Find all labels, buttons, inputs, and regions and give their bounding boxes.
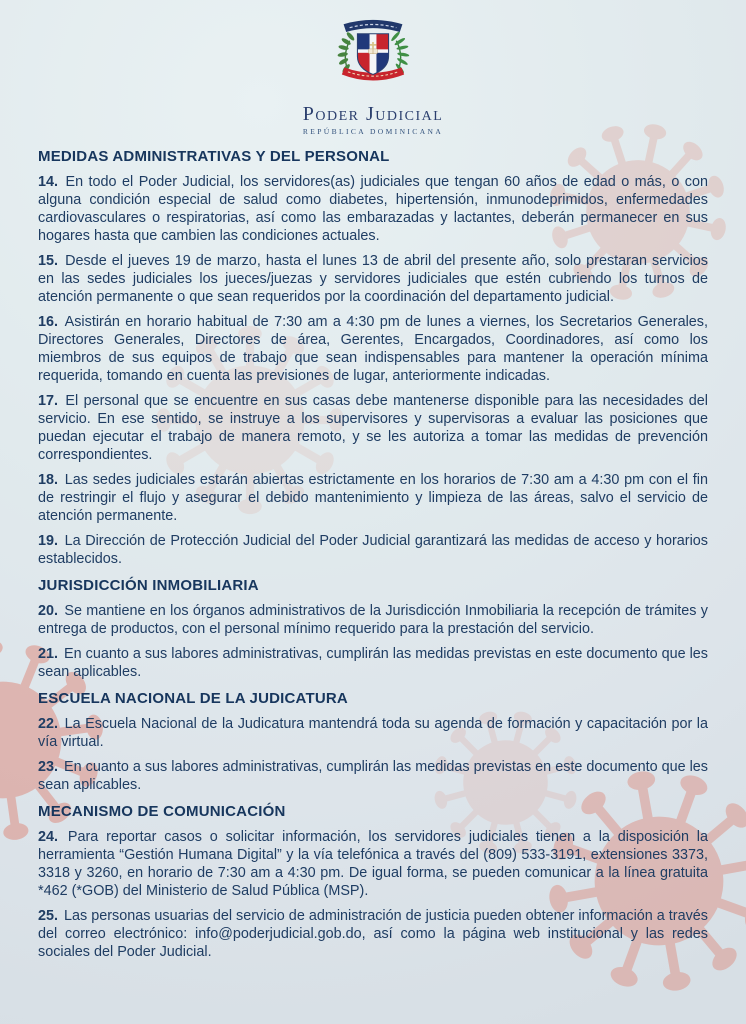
paragraph bbox=[38, 532, 708, 568]
paragraph bbox=[38, 602, 708, 638]
section-heading: MECANISMO DE COMUNICACIÓN bbox=[38, 803, 286, 820]
section-heading: JURISDICCIÓN INMOBILIARIA bbox=[38, 577, 259, 594]
paragraph-text: Para reportar casos o solicitar información, los servidores judiciales tienen a la disposición la herramienta “Gestión Humana Digital” y la vía telefónica a través del (809) 533-3191, extensiones 3373, 3318 y 3260, en horario de 7:30 am a 4:30 pm. De igual forma, se pueden comunicar a la línea gratuita *462 (*GOB) del Ministerio de Salud Pública (MSP). bbox=[38, 829, 708, 899]
paragraph bbox=[38, 828, 708, 900]
paragraph-text: En cuanto a sus labores administrativas, cumplirán las medidas previstas en este documento que les sean aplicables. bbox=[38, 759, 709, 793]
paragraph-text: Las personas usuarias del servicio de administración de justicia pueden obtener información a través del correo electrónico: info@poderjudicial.gob.do, así como la página web institucional y las redes sociales del Poder Judicial. bbox=[38, 908, 708, 960]
paragraph-number: 20. bbox=[38, 603, 59, 619]
paragraph-number: 23. bbox=[38, 759, 59, 775]
paragraph bbox=[38, 715, 708, 751]
section-heading: MEDIDAS ADMINISTRATIVAS Y DEL PERSONAL bbox=[38, 148, 390, 165]
paragraph-number: 19. bbox=[38, 533, 59, 549]
logo-wordmark: Poder Judicial bbox=[302, 103, 444, 125]
paragraph-text: Las sedes judiciales estarán abiertas estrictamente en los horarios de 7:30 am a 4:30 pm con el fin de restringir el flujo y asegurar el debido mantenimiento y limpieza de las áreas, salvo el servicio de atención permanente. bbox=[38, 472, 709, 524]
paragraph bbox=[38, 173, 708, 245]
paragraph-text: En cuanto a sus labores administrativas, cumplirán las medidas previstas en este documento que les sean aplicables. bbox=[38, 646, 709, 680]
paragraph-number: 15. bbox=[38, 253, 59, 269]
paragraph-number: 16. bbox=[38, 314, 59, 330]
paragraph-text: Asistirán en horario habitual de 7:30 am a 4:30 pm de lunes a viernes, los Secretarios Generales, Directores Generales, Directores de área, Gerentes, Encargados, Coordinadores, así como los miembros de sus equipos de trabajo que sean indispensables para mantener la operación mínima requerida, tomando en cuenta las previsiones de lugar, anteriormente indicadas. bbox=[38, 314, 708, 384]
logo-subtitle: REPÚBLICA DOMINICANA bbox=[302, 127, 444, 136]
paragraph-number: 14. bbox=[38, 174, 59, 190]
paragraph-text: Se mantiene en los órganos administrativos de la Jurisdicción Inmobiliaria la recepción de trámites y entrega de productos, con el personal mínimo requerido para la prestación del servicio. bbox=[38, 603, 708, 637]
paragraph-number: 17. bbox=[38, 393, 59, 409]
paragraph bbox=[38, 392, 708, 464]
section-escuela-judicatura bbox=[38, 690, 708, 794]
paragraph bbox=[38, 313, 708, 385]
paragraph bbox=[38, 471, 708, 525]
paragraph bbox=[38, 758, 708, 794]
section-mecanismo-comunicacion bbox=[38, 803, 708, 961]
paragraph-text: La Escuela Nacional de la Judicatura mantendrá toda su agenda de formación y capacitación por la vía virtual. bbox=[38, 716, 709, 750]
logo bbox=[38, 13, 708, 136]
paragraph bbox=[38, 907, 708, 961]
section-heading: ESCUELA NACIONAL DE LA JUDICATURA bbox=[38, 690, 348, 707]
paragraph-text: En todo el Poder Judicial, los servidores(as) judiciales que tengan 60 años de edad o más, o con alguna condición especial de salud como diabetes, hipertensión, inmunodeprimidos, enfermedades cardiovasculares o respiratorias, así como las embarazadas y lactantes, deberán permanecer en sus hogares hasta que cambien las condiciones actuales. bbox=[38, 174, 708, 244]
paragraph-text: La Dirección de Protección Judicial del Poder Judicial garantizará las medidas de acceso y horarios establecidos. bbox=[38, 533, 708, 567]
paragraph-number: 22. bbox=[38, 716, 59, 732]
paragraph bbox=[38, 252, 708, 306]
paragraph-text: El personal que se encuentre en sus casas debe mantenerse disponible para las necesidades del servicio. En ese sentido, se instruye a los supervisores y supervisoras a evaluar las posiciones que puedan ejecutar el trabajo de manera remoto, y se les autoriza a tomar las medidas de prevención correspondientes. bbox=[38, 393, 709, 463]
section-medidas-administrativas bbox=[38, 148, 708, 568]
section-jurisdiccion-inmobiliaria bbox=[38, 577, 708, 681]
paragraph-text: Desde el jueves 19 de marzo, hasta el lunes 13 de abril del presente año, solo prestaran servicios en las sedes judiciales los jueces/juezas y servidores judiciales que estén cubriendo los turnos de atención permanente o que sean requeridos por la coordinación del departamento judicial. bbox=[38, 253, 709, 305]
paragraph-number: 25. bbox=[38, 908, 59, 924]
dominican-coat-of-arms-icon bbox=[320, 13, 426, 103]
paragraph-number: 18. bbox=[38, 472, 59, 488]
paragraph bbox=[38, 645, 708, 681]
paragraph-number: 21. bbox=[38, 646, 59, 662]
paragraph-number: 24. bbox=[38, 829, 59, 845]
